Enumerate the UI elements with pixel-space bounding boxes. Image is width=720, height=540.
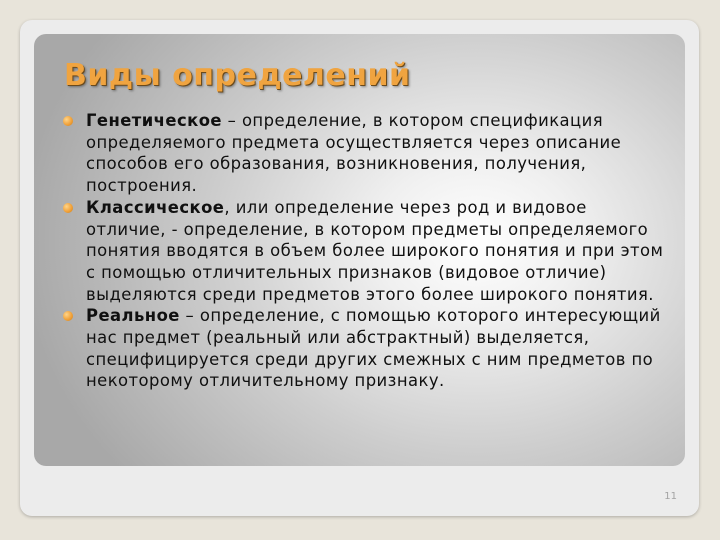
page-number: 11 (664, 491, 677, 502)
bullet-text: – определение, в котором спецификация определяемого предмета осуществляется через описание способов его образования, возникновения, получения, построения. (86, 111, 622, 196)
content-panel (34, 34, 685, 466)
bullet-text: – определение, с помощью которого интересующий нас предмет (реальный или абстрактный) выделяется, специфицируется среди других смежных с ним предметов по некоторому отличительному признаку. (86, 306, 661, 391)
bullet-list (62, 110, 672, 392)
bullet-term: Генетическое (86, 111, 222, 130)
bullet-item-classical (62, 197, 672, 306)
bullet-term: Реальное (86, 306, 180, 326)
slide (20, 20, 699, 516)
orange-circle-bullet-icon (63, 203, 73, 213)
orange-circle-bullet-icon (63, 311, 73, 321)
bullet-text: , или определение через род и видовое отличие, - определение, в котором предметы определяемого понятия вводятся в объем более широкого понятия и при этом с помощью отличительных признаков (видовое отличие) выделяются среди предметов этого более широкого понятия. (86, 197, 664, 304)
slide-title: Виды определений (64, 58, 411, 93)
bullet-item-genetic (62, 110, 672, 197)
bullet-term: Классическое (86, 197, 225, 217)
orange-circle-bullet-icon (63, 116, 73, 126)
bullet-item-real (62, 305, 672, 392)
